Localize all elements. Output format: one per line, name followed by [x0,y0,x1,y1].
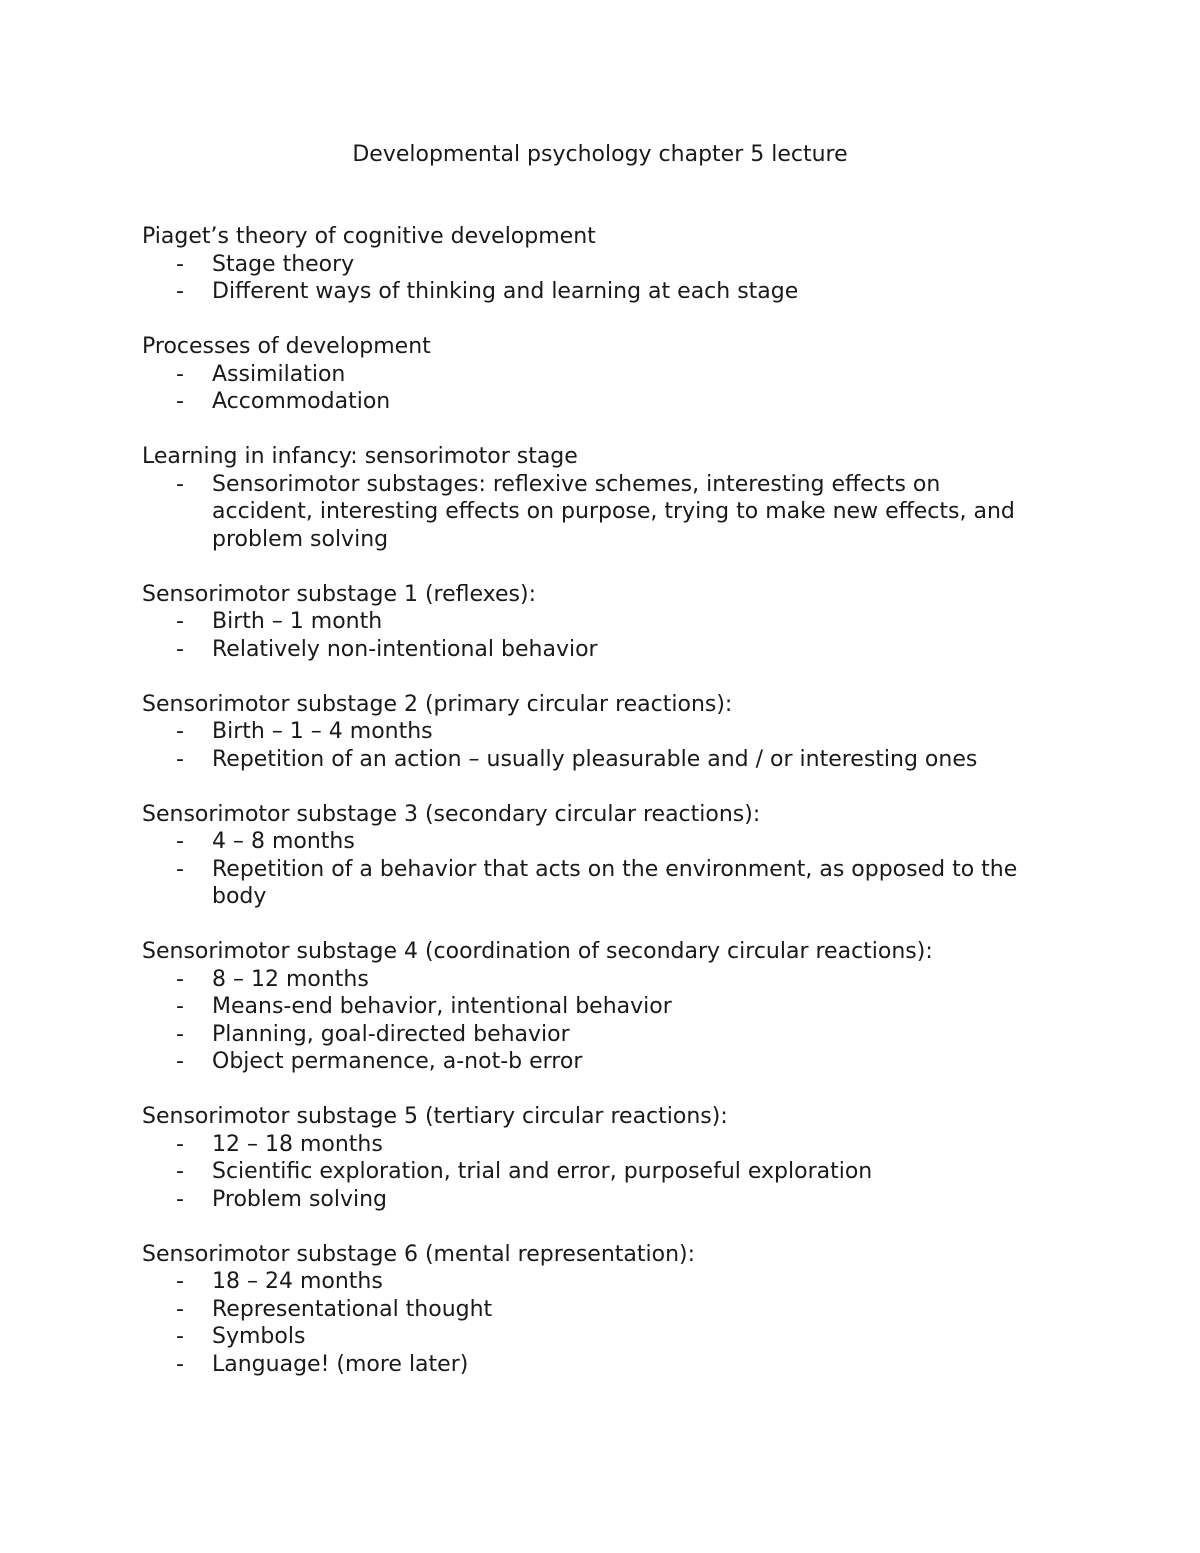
bullet-marker: - [176,251,184,277]
list-item-text: Object permanence, a-not-b error [212,1049,583,1074]
bullet-marker: - [176,966,184,992]
section [142,691,1042,774]
list-item-text: Stage theory [212,251,355,277]
list-item [142,1048,1042,1076]
bullet-list [142,361,1042,416]
list-item-text: 8 – 12 months [212,966,369,992]
bullet-marker: - [176,1049,184,1074]
list-item-text: Planning, goal-directed behavior [212,1021,570,1047]
list-item-text: 4 – 8 months [212,829,355,854]
list-item-text: 12 – 18 months [212,1131,383,1157]
list-item [142,1296,1042,1324]
list-item [142,856,1042,911]
section-heading: Sensorimotor substage 6 (mental representation): [142,1241,696,1267]
list-item [142,1131,1042,1159]
list-item [142,1158,1042,1186]
bullet-list [142,608,1042,663]
section-heading: Sensorimotor substage 1 (reflexes): [142,581,536,607]
bullet-list [142,1268,1042,1378]
list-item-text: Repetition of an action – usually pleasurable and / or interesting ones [212,746,978,772]
list-item [142,746,1042,774]
section-heading: Piaget’s theory of cognitive development [142,224,596,249]
list-item [142,828,1042,856]
document-title: Developmental psychology chapter 5 lecture [352,142,848,167]
section [142,1103,1042,1213]
bullet-marker: - [176,609,184,634]
document-body [142,223,1042,1406]
list-item-text: Assimilation [212,361,346,387]
section-heading: Sensorimotor substage 3 (secondary circular reactions): [142,801,761,827]
list-item [142,966,1042,994]
bullet-list [142,251,1042,306]
bullet-list [142,718,1042,773]
list-item-text: Scientific exploration, trial and error, purposeful exploration [212,1159,873,1184]
bullet-marker: - [176,1324,184,1349]
list-item [142,471,1042,554]
bullet-marker: - [176,829,184,854]
bullet-marker: - [176,994,184,1019]
list-item [142,993,1042,1021]
bullet-marker: - [176,1159,184,1184]
bullet-marker: - [176,471,184,497]
list-item [142,636,1042,664]
section-heading: Sensorimotor substage 4 (coordination of secondary circular reactions): [142,939,933,964]
bullet-marker: - [176,1186,184,1212]
list-item [142,278,1042,306]
bullet-marker: - [176,636,184,662]
list-item-text: Different ways of thinking and learning at each stage [212,279,799,304]
list-item-text: Birth – 1 month [212,609,383,634]
list-item-text: Representational thought [212,1296,493,1322]
section [142,801,1042,911]
bullet-list [142,1131,1042,1214]
list-item-text: Relatively non-intentional behavior [212,636,598,662]
section [142,333,1042,416]
list-item [142,1021,1042,1049]
bullet-marker: - [176,1131,184,1157]
list-item-text: 18 – 24 months [212,1269,383,1294]
bullet-marker: - [176,279,184,304]
section-heading: Learning in infancy: sensorimotor stage [142,444,578,469]
list-item-text: Language! (more later) [212,1351,469,1377]
bullet-marker: - [176,389,184,414]
bullet-marker: - [176,719,184,744]
bullet-list [142,471,1042,554]
list-item [142,608,1042,636]
bullet-marker: - [176,1021,184,1047]
list-item-text: Means-end behavior, intentional behavior [212,994,672,1019]
bullet-marker: - [176,746,184,772]
bullet-marker: - [176,1296,184,1322]
section [142,938,1042,1076]
list-item-text: Accommodation [212,389,391,414]
list-item [142,361,1042,389]
section [142,1241,1042,1379]
section [142,223,1042,306]
section [142,581,1042,664]
section-heading: Sensorimotor substage 5 (tertiary circular reactions): [142,1104,728,1129]
list-item [142,1323,1042,1351]
list-item [142,251,1042,279]
list-item-text: Repetition of a behavior that acts on the environment, as opposed to the body [212,856,1018,909]
section [142,443,1042,553]
section-heading: Sensorimotor substage 2 (primary circular reactions): [142,691,733,717]
list-item [142,388,1042,416]
list-item-text: Symbols [212,1324,306,1349]
bullet-marker: - [176,1269,184,1294]
list-item-text: Birth – 1 – 4 months [212,719,433,744]
list-item [142,1351,1042,1379]
list-item-text: Problem solving [212,1186,388,1212]
bullet-list [142,828,1042,911]
bullet-marker: - [176,361,184,387]
section-heading: Processes of development [142,334,431,359]
list-item [142,1186,1042,1214]
list-item-text: Sensorimotor substages: reflexive schemes, interesting effects on accident, interesting effects on purpose, trying to make new effects, and problem solving [212,471,1015,552]
bullet-list [142,966,1042,1076]
list-item [142,1268,1042,1296]
bullet-marker: - [176,1351,184,1377]
bullet-marker: - [176,856,184,882]
list-item [142,718,1042,746]
